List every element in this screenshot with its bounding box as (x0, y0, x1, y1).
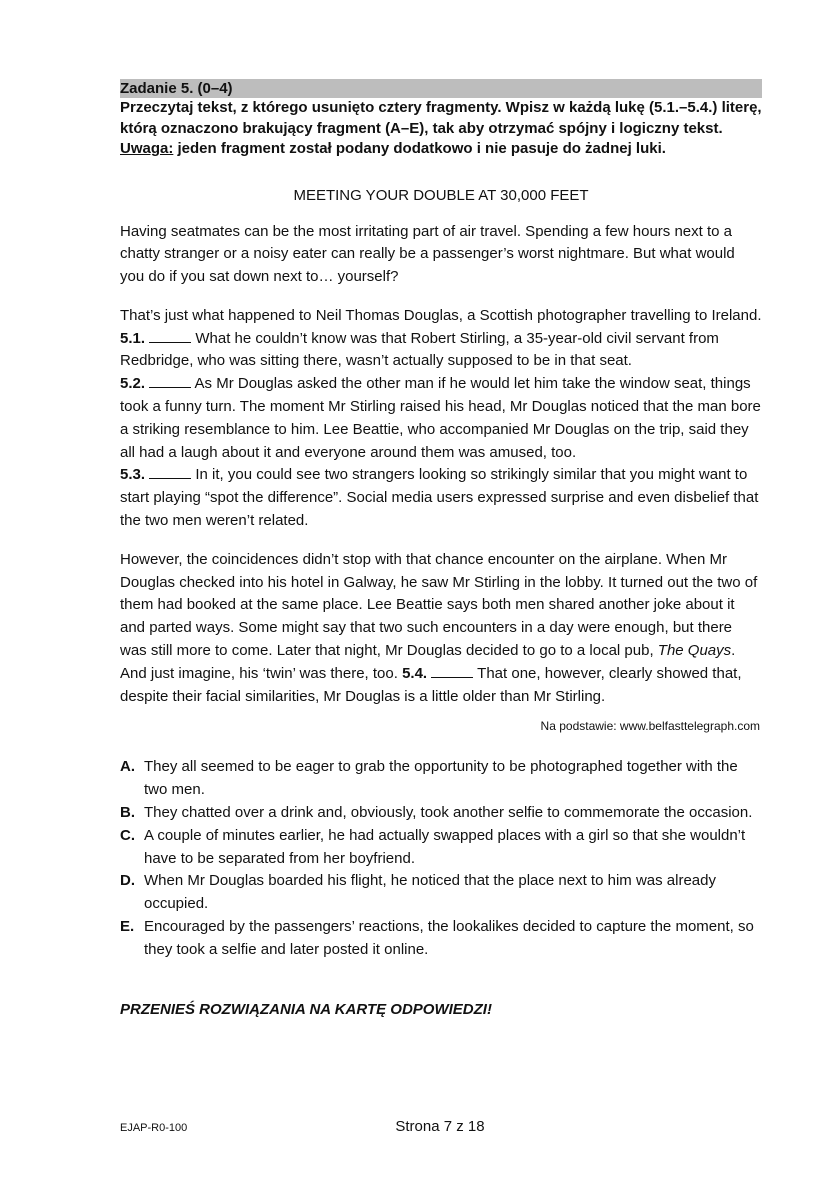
gap-5-1-blank (149, 328, 191, 343)
paragraph-3-part-b: . And just imagine, his ‘twin’ was there, too. (120, 642, 736, 682)
task-instructions (120, 98, 762, 160)
paragraph-2-part-d: In it, you could see two strangers looking so strikingly similar that you might want to start playing “spot the difference”. Social media users expressed surprise and even disbelief that the two men weren’t related. (120, 466, 759, 530)
option-text: When Mr Douglas boarded his flight, he noticed that the place next to him was already occupied. (144, 872, 716, 913)
article-paragraph-3 (120, 549, 762, 709)
option-letter: D. (120, 872, 135, 890)
option-letter: A. (120, 758, 135, 776)
task-header: Zadanie 5. (0–4) (120, 79, 762, 98)
pub-name: The Quays (657, 642, 732, 660)
exam-page (120, 79, 762, 1020)
gap-5-4-label: 5.4. (402, 664, 428, 682)
note-text: jeden fragment został podany dodatkowo i nie pasuje do żadnej luki. (173, 140, 666, 157)
page-number: Strona 7 z 18 (395, 1118, 485, 1135)
gap-5-2-blank (149, 373, 191, 388)
article-paragraph-1: Having seatmates can be the most irritating part of air travel. Spending a few hours next to a chatty stranger or a noisy eater can really be a passenger’s worst nightmare. But what would you do if you sat down next to… yourself? (120, 222, 735, 286)
transfer-instruction: PRZENIEŚ ROZWIĄZANIA NA KARTĘ ODPOWIEDZI! (120, 1000, 492, 1018)
option-text: They all seemed to be eager to grab the opportunity to be photographed together with the two men. (144, 758, 738, 799)
source-citation: Na podstawie: www.belfasttelegraph.com (540, 719, 760, 734)
option-e (120, 916, 762, 962)
gap-5-3-blank (149, 464, 191, 479)
option-text: Encouraged by the passengers’ reactions, the lookalikes decided to capture the moment, so they took a selfie and later posted it online. (144, 918, 754, 958)
option-text: A couple of minutes earlier, he had actually swapped places with a girl so that she wouldn’t have to be separated from her boyfriend. (144, 826, 746, 867)
gap-5-4-blank (431, 663, 473, 678)
paragraph-2-part-a: That’s just what happened to Neil Thomas Douglas, a Scottish photographer travelling to Ireland. (120, 306, 762, 324)
note-label: Uwaga: (120, 140, 174, 157)
answer-options (120, 756, 762, 961)
paragraph-3-part-c: That one, however, clearly showed that, despite their facial similarities, Mr Douglas is a little older than Mr Stirling. (120, 664, 742, 705)
gap-5-1-label: 5.1. (120, 329, 146, 347)
option-a (120, 756, 762, 802)
option-b (120, 802, 762, 825)
exam-code: EJAP-R0-100 (120, 1122, 188, 1134)
instruction-text: Przeczytaj tekst, z którego usunięto cztery fragmenty. Wpisz w każdą lukę (5.1.–5.4.) literę, którą oznaczono brakujący fragment (A–E), tak aby otrzymać spójny i logiczny tekst. (120, 99, 762, 137)
option-d (120, 870, 762, 916)
option-c (120, 825, 762, 871)
gap-5-3-label: 5.3. (120, 466, 146, 484)
option-letter: C. (120, 826, 135, 844)
article-paragraph-2 (120, 305, 762, 533)
option-text: They chatted over a drink and, obviously, took another selfie to commemorate the occasion. (144, 804, 753, 822)
gap-5-2-label: 5.2. (120, 375, 146, 393)
paragraph-3-part-a: However, the coincidences didn’t stop with that chance encounter on the airplane. When Mr Douglas checked into his hotel in Galway, he saw Mr Stirling in the lobby. It turned out the two of them had booked at the same place. Lee Beattie says both men shared another joke about it and parted ways. Some might say that two such encounters in a day were enough, but there was still more to come. Later that night, Mr Douglas decided to go to a local pub, (120, 550, 758, 660)
option-letter: E. (120, 918, 135, 936)
paragraph-2-part-b: What he couldn’t know was that Robert Stirling, a 35-year-old civil servant from Redbridge, who was sitting there, wasn’t actually supposed to be in that seat. (120, 329, 719, 370)
paragraph-2-part-c: As Mr Douglas asked the other man if he would let him take the window seat, things took a funny turn. The moment Mr Stirling raised his head, Mr Douglas noticed that the man bore a striking resemblance to him. Lee Beattie, who accompanied Mr Douglas on the trip, said they all had a laugh about it and everyone around them was amused, too. (120, 375, 761, 461)
article-title: MEETING YOUR DOUBLE AT 30,000 FEET (293, 186, 589, 204)
option-letter: B. (120, 804, 135, 822)
